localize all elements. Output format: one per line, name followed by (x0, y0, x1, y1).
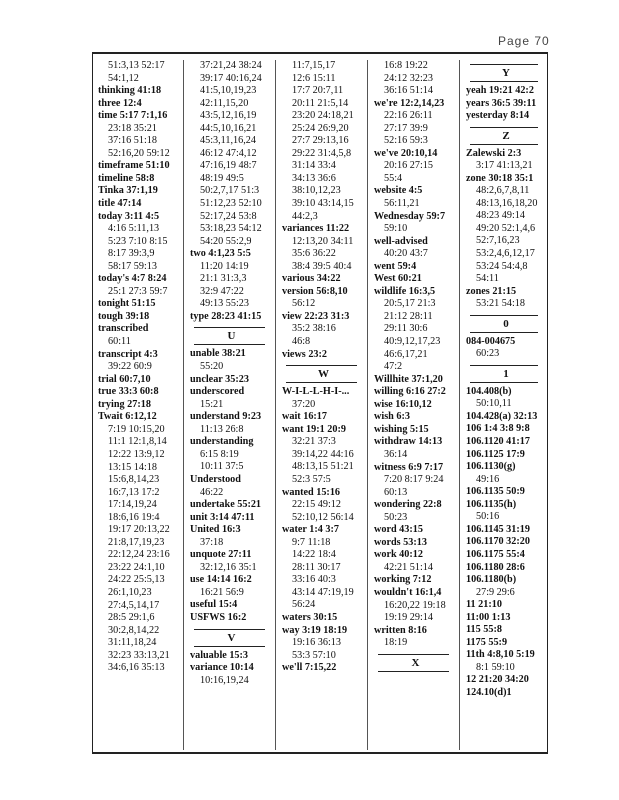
index-reference: 31:14 33:4 (292, 160, 336, 172)
index-reference: 8:17 39:3,9 (108, 248, 155, 260)
index-term: timeline 58:8 (98, 172, 155, 184)
index-term: understanding (190, 436, 254, 448)
index-reference: 6:15 8:19 (200, 448, 239, 460)
index-reference: 11:20 14:19 (200, 260, 249, 272)
index-reference: 17:14,19,24 (108, 499, 157, 511)
section-letter: Y (502, 67, 510, 79)
index-reference: 42:11,15,20 (200, 97, 249, 109)
index-term: unquote 27:11 (190, 549, 252, 561)
index-term: Zalewski 2:3 (466, 147, 522, 159)
index-reference: 33:16 40:3 (292, 574, 336, 586)
index-term: working 7:12 (374, 574, 432, 586)
index-reference: 60:13 (384, 486, 408, 498)
index-column-3 (276, 60, 368, 750)
index-reference: 18:19 (384, 637, 408, 649)
index-reference: 46:12 47:4,12 (200, 147, 257, 159)
index-reference: 16:7,13 17:2 (108, 486, 160, 498)
index-reference: 39:10 43:14,15 (292, 198, 354, 210)
index-reference: 51:3,13 52:17 (108, 60, 165, 71)
index-reference: 34:6,16 35:13 (108, 662, 165, 674)
index-term: various 34:22 (282, 273, 341, 285)
index-reference: 48:2,6,7,8,11 (476, 185, 530, 197)
index-term: wondering 22:8 (374, 499, 442, 511)
index-term: version 56:8,10 (282, 285, 348, 297)
index-term: words 53:13 (374, 536, 427, 548)
index-term: water 1:4 3:7 (282, 524, 339, 536)
index-reference: 24:22 25:5,13 (108, 574, 165, 586)
index-reference: 28:11 30:17 (292, 561, 341, 573)
section-letter: V (227, 631, 236, 644)
index-reference: 12:22 13:9,12 (108, 448, 165, 460)
index-reference: 35:6 36:22 (292, 248, 336, 260)
section-letter: X (411, 656, 420, 669)
index-reference: 40:9,12,17,23 (384, 336, 441, 348)
index-term: Understood (190, 473, 241, 485)
index-reference: 15:6,8,14,23 (108, 474, 160, 486)
index-reference: 52:16,20 59:12 (108, 147, 170, 159)
section-letter: W (318, 368, 329, 381)
index-reference: 39:17 40:16,24 (200, 72, 262, 84)
index-reference: 11:7,15,17 (292, 60, 336, 71)
index-term: we've 20:10,14 (374, 147, 438, 159)
index-term: transcript 4:3 (98, 348, 158, 360)
index-reference: 26:1,10,23 (108, 586, 152, 598)
index-term: wish 6:3 (374, 411, 410, 423)
index-term: Wednesday 59:7 (374, 210, 446, 222)
index-term: unclear 35:23 (190, 373, 249, 385)
index-reference: 53:3 57:10 (292, 649, 336, 661)
index-term: trial 60:7,10 (98, 373, 151, 385)
index-reference: 11:1 12:1,8,14 (108, 436, 167, 448)
index-term: underscored (190, 386, 245, 398)
index-term: two 4:1,23 5:5 (190, 248, 251, 260)
index-term: United 16:3 (190, 524, 241, 536)
index-reference: 23:22 24:1,10 (108, 561, 165, 573)
index-reference: 49:20 52:1,4,6 (476, 222, 536, 234)
index-reference: 15:21 (200, 398, 224, 410)
index-reference: 20:5,17 21:3 (384, 298, 436, 310)
index-term: type 28:23 41:15 (190, 310, 262, 322)
index-term: W-I-L-L-H-I-... (282, 386, 350, 398)
index-term: 106.1175 55:4 (466, 548, 525, 560)
index-term: 106.1120 41:17 (466, 436, 530, 448)
index-term: 12 21:20 34:20 (466, 674, 529, 686)
section-letter-heading (190, 625, 273, 650)
index-reference: 24:12 32:23 (384, 72, 433, 84)
index-term: undertake 55:21 (190, 499, 262, 511)
index-reference: 54:1,12 (108, 72, 139, 84)
index-term: work 40:12 (374, 549, 423, 561)
index-reference: 50:23 (384, 511, 408, 523)
index-reference: 60:11 (108, 336, 131, 348)
index-reference: 37:16 51:18 (108, 135, 157, 147)
index-reference: 20:16 27:15 (384, 160, 433, 172)
section-letter: Z (502, 129, 510, 142)
index-reference: 29:11 30:6 (384, 323, 428, 335)
index-term: way 3:19 18:19 (282, 624, 348, 636)
section-letter-heading (282, 361, 365, 386)
index-reference: 39:14,22 44:16 (292, 448, 354, 460)
index-reference: 20:11 21:5,14 (292, 97, 349, 109)
index-reference: 11:13 26:8 (200, 423, 244, 435)
index-term: 1175 55:9 (466, 636, 508, 648)
index-reference: 25:1 27:3 59:7 (108, 285, 168, 297)
index-reference: 27:9 29:6 (476, 586, 515, 598)
index-term: today 3:11 4:5 (98, 210, 160, 222)
index-term: we'll 7:15,22 (282, 662, 337, 674)
index-term: we're 12:2,14,23 (374, 97, 445, 109)
index-reference: 41:5,10,19,23 (200, 85, 257, 97)
index-reference: 44:5,10,16,21 (200, 122, 257, 134)
index-reference: 22:15 49:12 (292, 499, 341, 511)
index-term: word 43:15 (374, 524, 423, 536)
index-reference: 19:16 36:13 (292, 637, 341, 649)
index-term: 106.1125 17:9 (466, 448, 525, 460)
index-term: Willhite 37:1,20 (374, 373, 443, 385)
index-reference: 16:20,22 19:18 (384, 599, 446, 611)
index-term: transcribed (98, 323, 149, 335)
index-reference: 53:18,23 54:12 (200, 223, 262, 235)
index-term: 106.1135 50:9 (466, 486, 525, 498)
index-term: years 36:5 39:11 (466, 97, 537, 109)
index-reference: 51:12,23 52:10 (200, 198, 262, 210)
index-term: wanted 15:16 (282, 486, 341, 498)
index-reference: 43:5,12,16,19 (200, 110, 257, 122)
index-term: wise 16:10,12 (374, 398, 432, 410)
index-reference: 42:21 51:14 (384, 561, 433, 573)
index-reference: 37:18 (200, 536, 224, 548)
index-term: 115 55:8 (466, 624, 502, 636)
index-reference: 55:4 (384, 172, 403, 184)
page-number: Page 70 (498, 34, 550, 48)
index-reference: 59:10 (384, 223, 408, 235)
index-reference: 32:21 37:3 (292, 436, 336, 448)
index-reference: 34:13 36:6 (292, 172, 336, 184)
index-reference: 53:21 54:18 (476, 298, 525, 310)
index-term: 106.1145 31:19 (466, 523, 530, 535)
index-term: valuable 15:3 (190, 649, 249, 661)
index-term: understand 9:23 (190, 411, 262, 423)
index-reference: 48:19 49:5 (200, 172, 244, 184)
index-term: 106.1135(h) (466, 498, 517, 510)
index-term: use 14:14 16:2 (190, 574, 252, 586)
index-reference: 35:2 38:16 (292, 323, 336, 335)
section-letter: 1 (503, 367, 509, 380)
index-reference: 46:6,17,21 (384, 348, 428, 360)
index-reference: 45:3,11,16,24 (200, 135, 256, 147)
index-term: views 23:2 (282, 348, 327, 360)
index-term: view 22:23 31:3 (282, 310, 350, 322)
index-reference: 37:20 (292, 398, 316, 410)
index-reference: 48:13,16,18,20 (476, 197, 538, 209)
index-column-1 (92, 60, 184, 750)
index-reference: 7:20 8:17 9:24 (384, 474, 444, 486)
index-reference: 21:12 28:11 (384, 310, 433, 322)
index-reference: 12:13,20 34:11 (292, 235, 354, 247)
index-reference: 60:23 (476, 348, 500, 360)
index-reference: 5:23 7:10 8:15 (108, 235, 168, 247)
index-reference: 46:22 (200, 486, 224, 498)
index-reference: 52:17,24 53:8 (200, 210, 257, 222)
index-reference: 19:19 29:14 (384, 612, 433, 624)
index-reference: 50:2,7,17 51:3 (200, 185, 260, 197)
index-reference: 25:24 26:9,20 (292, 122, 349, 134)
index-term: 11th 4:8,10 5:19 (466, 649, 535, 661)
index-reference: 13:15 14:18 (108, 461, 157, 473)
index-reference: 14:22 18:4 (292, 549, 336, 561)
index-term: 104.408(b) (466, 385, 512, 397)
index-reference: 27:7 29:13,16 (292, 135, 349, 147)
index-column-4 (368, 60, 460, 750)
index-term: variances 11:22 (282, 223, 350, 235)
index-reference: 18:6,16 19:4 (108, 511, 160, 523)
section-letter: U (227, 330, 236, 343)
index-reference: 32:23 33:13,21 (108, 649, 170, 661)
index-reference: 48:13,15 51:21 (292, 461, 354, 473)
index-term: title 47:14 (98, 198, 142, 210)
index-reference: 27:17 39:9 (384, 122, 428, 134)
index-term: 084-004675 (466, 335, 516, 347)
index-columns (92, 60, 548, 750)
index-reference: 30:2,8,14,22 (108, 624, 160, 636)
section-letter-heading (190, 323, 273, 348)
index-term: 124.10(d)1 (466, 686, 512, 698)
index-reference: 56:24 (292, 599, 316, 611)
index-reference: 7:19 10:15,20 (108, 423, 165, 435)
index-term: waters 30:15 (282, 611, 338, 623)
index-reference: 37:21,24 38:24 (200, 60, 262, 71)
index-column-5 (460, 60, 548, 750)
index-term: written 8:16 (374, 624, 427, 636)
index-reference: 31:11,18,24 (108, 637, 157, 649)
index-reference: 50:16 (476, 511, 500, 523)
index-term: 106 1:4 3:8 9:8 (466, 423, 530, 435)
index-reference: 9:7 11:18 (292, 536, 331, 548)
index-reference: 49:13 55:23 (200, 298, 249, 310)
index-term: want 19:1 20:9 (282, 423, 346, 435)
index-reference: 54:20 55:2,9 (200, 235, 252, 247)
index-term: 106.1180 28:6 (466, 561, 525, 573)
index-reference: 12:6 15:11 (292, 72, 336, 84)
index-term: variance 10:14 (190, 662, 254, 674)
section-letter-heading (374, 650, 457, 675)
index-reference: 47:2 (384, 361, 403, 373)
index-reference: 53:2,4,6,12,17 (476, 248, 535, 260)
index-term: 106.1130(g) (466, 461, 516, 473)
index-reference: 22:16 26:11 (384, 110, 433, 122)
index-term: unit 3:14 47:11 (190, 511, 255, 523)
index-reference: 16:8 19:22 (384, 60, 428, 71)
index-reference: 23:20 24:18,21 (292, 110, 354, 122)
index-term: useful 15:4 (190, 599, 238, 611)
index-term: 11 21:10 (466, 599, 502, 611)
index-term: Tinka 37:1,19 (98, 185, 158, 197)
index-reference: 50:10,11 (476, 398, 512, 410)
index-term: true 33:3 60:8 (98, 386, 159, 398)
index-term: tough 39:18 (98, 310, 150, 322)
index-term: three 12:4 (98, 97, 142, 109)
index-reference: 39:22 60:9 (108, 361, 152, 373)
index-reference: 52:10,12 56:14 (292, 511, 354, 523)
index-term: time 5:17 7:1,16 (98, 110, 168, 122)
index-term: 104.428(a) 32:13 (466, 410, 538, 422)
index-reference: 23:18 35:21 (108, 122, 157, 134)
index-reference: 44:2,3 (292, 210, 318, 222)
index-term: withdraw 14:13 (374, 436, 443, 448)
index-reference: 16:21 56:9 (200, 586, 244, 598)
section-letter-heading (466, 60, 546, 85)
section-letter: 0 (503, 317, 509, 330)
index-reference: 28:5 29:1,6 (108, 612, 155, 624)
index-term: witness 6:9 7:17 (374, 461, 444, 473)
index-term: wait 16:17 (282, 411, 327, 423)
section-letter-heading (466, 311, 546, 336)
index-term: unable 38:21 (190, 348, 246, 360)
index-reference: 21:1 31:3,3 (200, 273, 247, 285)
section-letter-heading (466, 361, 546, 386)
index-reference: 19:17 20:13,22 (108, 524, 170, 536)
index-reference: 36:14 (384, 448, 408, 460)
index-term: today's 4:7 8:24 (98, 273, 167, 285)
index-term: 106.1180(b) (466, 574, 517, 586)
index-reference: 22:12,24 23:16 (108, 549, 170, 561)
index-term: 11:00 1:13 (466, 611, 511, 623)
index-reference: 38:4 39:5 40:4 (292, 260, 352, 272)
index-reference: 4:16 5:11,13 (108, 223, 160, 235)
index-term: willing 6:16 27:2 (374, 386, 446, 398)
index-reference: 32:12,16 35:1 (200, 561, 257, 573)
index-reference: 36:16 51:14 (384, 85, 433, 97)
index-reference: 3:17 41:13,21 (476, 160, 533, 172)
index-reference: 32:9 47:22 (200, 285, 244, 297)
index-reference: 47:16,19 48:7 (200, 160, 257, 172)
index-term: 106.1170 32:20 (466, 536, 530, 548)
index-term: zones 21:15 (466, 285, 517, 297)
index-term: wouldn't 16:1,4 (374, 586, 442, 598)
index-reference: 17:7 20:7,11 (292, 85, 344, 97)
index-reference: 48:23 49:14 (476, 210, 525, 222)
index-term: zone 30:18 35:1 (466, 172, 534, 184)
index-term: wildlife 16:3,5 (374, 285, 436, 297)
index-reference: 56:11,21 (384, 198, 420, 210)
index-reference: 52:16 59:3 (384, 135, 428, 147)
index-term: wishing 5:15 (374, 423, 429, 435)
index-reference: 27:4,5,14,17 (108, 599, 160, 611)
index-reference: 21:8,17,19,23 (108, 536, 165, 548)
index-reference: 54:11 (476, 273, 499, 285)
index-reference: 8:1 59:10 (476, 661, 515, 673)
index-reference: 55:20 (200, 361, 224, 373)
index-reference: 10:11 37:5 (200, 461, 244, 473)
section-letter-heading (466, 123, 546, 148)
index-term: yeah 19:21 42:2 (466, 85, 534, 96)
index-reference: 40:20 43:7 (384, 248, 428, 260)
index-reference: 10:16,19,24 (200, 674, 249, 686)
index-term: trying 27:18 (98, 398, 151, 410)
index-reference: 56:12 (292, 298, 316, 310)
index-term: Twait 6:12,12 (98, 411, 157, 423)
index-term: USFWS 16:2 (190, 611, 247, 623)
index-term: tonight 51:15 (98, 298, 156, 310)
index-reference: 49:16 (476, 473, 500, 485)
index-reference: 46:8 (292, 336, 311, 348)
index-reference: 38:10,12,23 (292, 185, 341, 197)
index-reference: 58:17 59:13 (108, 260, 157, 272)
index-term: well-advised (374, 235, 428, 247)
index-reference: 43:14 47:19,19 (292, 586, 354, 598)
index-term: thinking 41:18 (98, 85, 162, 97)
index-term: went 59:4 (374, 260, 417, 272)
index-column-2 (184, 60, 276, 750)
index-term: timeframe 51:10 (98, 160, 170, 172)
index-reference: 52:3 57:5 (292, 473, 331, 485)
index-term: website 4:5 (374, 185, 423, 197)
index-reference: 29:22 31:4,5,8 (292, 147, 352, 159)
index-reference: 53:24 54:4,8 (476, 260, 528, 272)
index-term: West 60:21 (374, 273, 422, 285)
index-reference: 52:7,16,23 (476, 235, 520, 247)
index-term: yesterday 8:14 (466, 110, 530, 122)
